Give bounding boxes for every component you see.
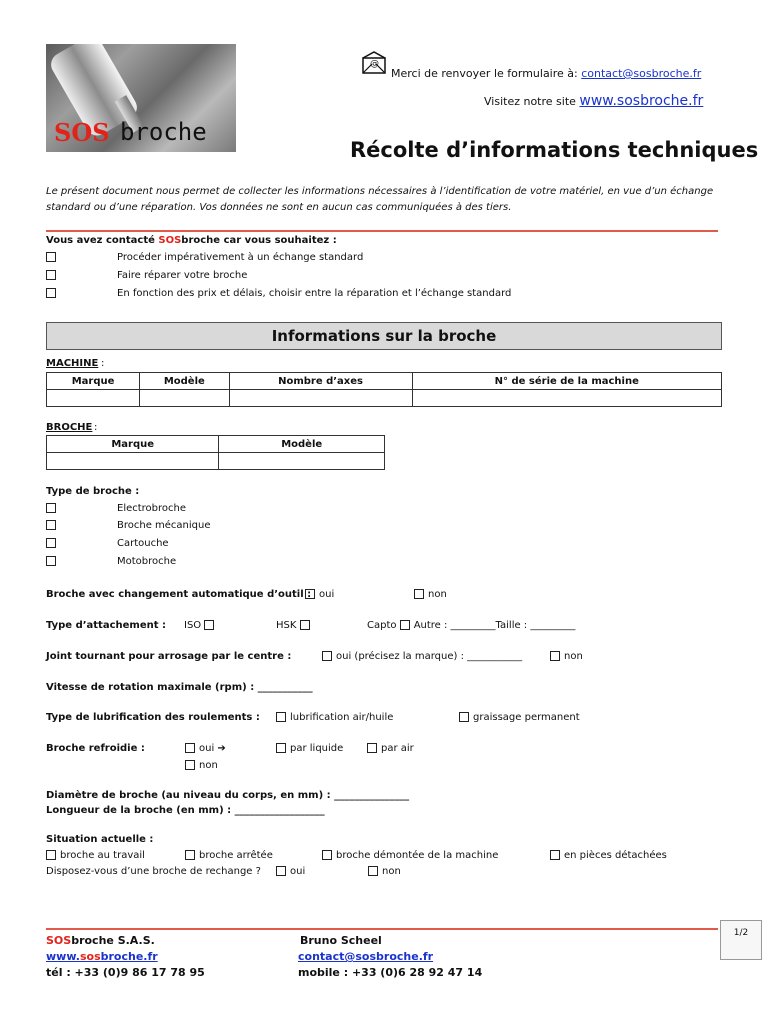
logo-text-red: SOS — [54, 118, 110, 147]
broche-table — [46, 435, 385, 470]
length-field[interactable]: Longueur de la broche (en mm) : __________________ — [46, 805, 325, 816]
lubrication-air-oil[interactable]: lubrification air/huile — [276, 712, 393, 723]
machine-col-modele: Modèle — [140, 373, 229, 390]
page-number: 1/2 — [720, 920, 762, 960]
reason-label-3: En fonction des prix et délais, choisir entre la réparation et l’échange standard — [117, 288, 512, 299]
reason-label-1: Procéder impérativement à un échange standard — [117, 252, 364, 263]
attachment-label: Type d’attachement : — [46, 620, 166, 631]
checkbox[interactable] — [46, 270, 56, 280]
footer-website[interactable]: www.sosbroche.fr — [46, 950, 158, 963]
cooled-yes[interactable]: oui ➔ — [185, 743, 226, 754]
contacted-suffix: car vous souhaitez : — [220, 235, 337, 246]
machine-axes-cell[interactable] — [229, 390, 412, 407]
joint-yes[interactable]: oui (précisez la marque) : ___________ — [322, 651, 522, 662]
situation-working[interactable]: broche au travail — [46, 850, 145, 861]
machine-col-axes: Nombre d’axes — [229, 373, 412, 390]
reason-checkbox-1[interactable] — [46, 252, 60, 263]
situation-parts[interactable]: en pièces détachées — [550, 850, 667, 861]
checkbox[interactable] — [46, 288, 56, 298]
checkbox[interactable] — [46, 252, 56, 262]
machine-col-marque: Marque — [47, 373, 140, 390]
site-prefix: Visitez notre site — [484, 95, 580, 108]
reason-checkbox-2[interactable] — [46, 270, 60, 281]
footer-email[interactable]: contact@sosbroche.fr — [298, 950, 434, 963]
brand-black: broche — [181, 235, 221, 246]
situation-stopped[interactable]: broche arrêtée — [185, 850, 273, 861]
spare-yes[interactable]: oui — [276, 866, 305, 877]
type-broche-label: Type de broche : — [46, 486, 140, 497]
lubrication-grease[interactable]: graissage permanent — [459, 712, 580, 723]
type-checkbox-4[interactable] — [46, 556, 60, 567]
joint-no[interactable]: non — [550, 651, 583, 662]
contact-prefix: Merci de renvoyer le formulaire à: — [391, 67, 582, 80]
type-checkbox-3[interactable] — [46, 538, 60, 549]
situation-label: Situation actuelle : — [46, 834, 154, 845]
section-header: Informations sur la broche — [46, 322, 722, 350]
machine-serie-cell[interactable] — [412, 390, 721, 407]
type-checkbox-1[interactable] — [46, 503, 60, 514]
spare-label: Disposez-vous d’une broche de rechange ? — [46, 866, 261, 877]
footer-divider — [46, 928, 718, 930]
site-line — [484, 93, 703, 109]
type-label-1: Electrobroche — [117, 503, 187, 514]
reason-checkbox-3[interactable] — [46, 288, 60, 299]
logo-text-black: broche — [120, 118, 207, 146]
intro-text: Le présent document nous permet de collecter les informations nécessaires à l’identification de votre matériel, en vue d’un échange standard ou d’une réparation. Vos données ne sont en aucun cas communiquées à des tiers. — [46, 186, 714, 213]
broche-label: BROCHE — [46, 422, 93, 433]
broche-colon: : — [94, 422, 98, 433]
auto-change-yes[interactable]: oui — [305, 589, 334, 600]
attachment-iso[interactable]: ISO — [184, 620, 218, 631]
contacted-prefix: Vous avez contacté — [46, 235, 159, 246]
contacted-heading — [46, 235, 337, 246]
cooled-no[interactable]: non — [185, 760, 218, 771]
diameter-field[interactable]: Diamètre de broche (au niveau du corps, en mm) : _______________ — [46, 790, 410, 801]
machine-label: MACHINE — [46, 358, 99, 369]
arrow-right-icon: ➔ — [217, 743, 226, 754]
divider — [46, 230, 718, 232]
type-label-3: Cartouche — [117, 538, 169, 549]
attachment-hsk[interactable]: HSK — [276, 620, 314, 631]
machine-col-serie: N° de série de la machine — [412, 373, 721, 390]
type-label-4: Motobroche — [117, 556, 177, 567]
auto-change-label: Broche avec changement automatique d’outil : — [46, 589, 312, 600]
machine-table — [46, 372, 722, 407]
type-label-2: Broche mécanique — [117, 520, 211, 531]
footer-mobile: mobile : +33 (0)6 28 92 47 14 — [298, 966, 483, 979]
logo — [46, 44, 236, 152]
lubrication-label: Type de lubrification des roulements : — [46, 712, 260, 723]
reason-label-2: Faire réparer votre broche — [117, 270, 248, 281]
page-title: Récolte d’informations techniques — [350, 138, 759, 162]
machine-colon: : — [101, 358, 105, 369]
broche-marque-cell[interactable] — [47, 453, 219, 470]
broche-col-modele: Modèle — [219, 436, 385, 453]
machine-modele-cell[interactable] — [140, 390, 229, 407]
footer-person: Bruno Scheel — [300, 934, 382, 947]
spare-no[interactable]: non — [368, 866, 401, 877]
attachment-capto[interactable]: Capto Autre : _________Taille : _________ — [367, 620, 576, 631]
broche-col-marque: Marque — [47, 436, 219, 453]
contact-email-link[interactable]: contact@sosbroche.fr — [581, 67, 702, 80]
brand-red: SOS — [158, 235, 182, 246]
machine-marque-cell[interactable] — [47, 390, 140, 407]
situation-dismounted[interactable]: broche démontée de la machine — [322, 850, 498, 861]
cooled-label: Broche refroidie : — [46, 743, 145, 754]
envelope-icon — [362, 51, 386, 75]
speed-field[interactable]: Vitesse de rotation maximale (rpm) : ___________ — [46, 682, 313, 693]
cooled-air[interactable]: par air — [367, 743, 414, 754]
type-checkbox-2[interactable] — [46, 520, 60, 531]
cooled-liquid[interactable]: par liquide — [276, 743, 343, 754]
joint-label: Joint tournant pour arrosage par le centre : — [46, 651, 292, 662]
footer-company: SOSbroche S.A.S. — [46, 934, 155, 947]
svg-text:@: @ — [370, 59, 379, 69]
footer-phone: tél : +33 (0)9 86 17 78 95 — [46, 966, 205, 979]
broche-modele-cell[interactable] — [219, 453, 385, 470]
contact-line — [391, 67, 701, 80]
auto-change-no[interactable]: non — [414, 589, 447, 600]
site-link[interactable]: www.sosbroche.fr — [579, 93, 704, 109]
